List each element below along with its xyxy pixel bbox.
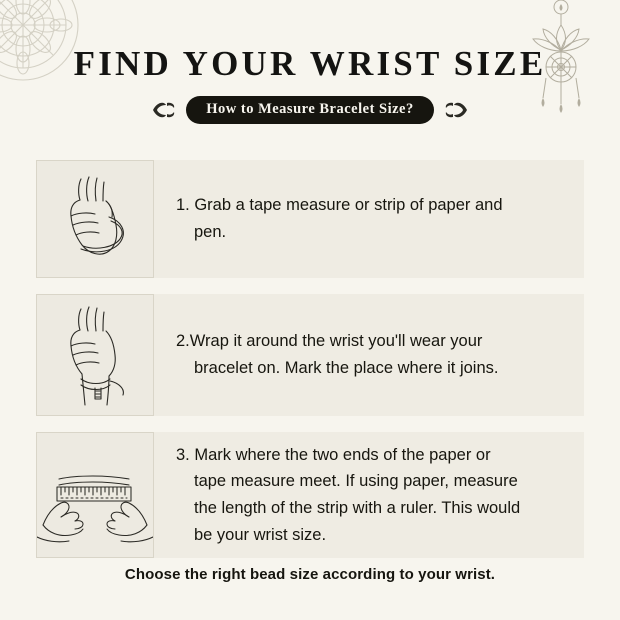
leaf-flourish-icon [151,98,177,122]
list-item [36,294,584,416]
steps-list [36,160,584,574]
list-item [36,160,584,278]
step-3-line-3: the length of the strip with a ruler. This would [194,499,521,517]
step-1-line-2: pen. [194,223,227,241]
subtitle-row [0,96,620,124]
step-1-line-1: 1. Grab a tape measure or strip of paper and [176,196,503,215]
step-2-text [154,294,584,416]
hand-holding-tape-measure-illustration [36,160,154,278]
hands-measuring-strip-with-ruler-illustration [36,432,154,558]
step-3-text [154,432,584,558]
leaf-flourish-icon [443,98,469,122]
footer-note: Choose the right bead size according to your wrist. [124,566,496,583]
step-1-text [154,160,584,278]
step-2-line-1: 2.Wrap it around the wrist you'll wear your [176,332,483,351]
subtitle-pill: How to Measure Bracelet Size? [186,96,434,124]
list-item [36,432,584,558]
step-3-line-2: tape measure meet. If using paper, measure [194,472,518,491]
step-3-line-1: 3. Mark where the two ends of the paper or [176,445,491,464]
step-2-line-2: bracelet on. Mark the place where it joins. [194,359,499,377]
page-title: FIND YOUR WRIST SIZE [73,44,547,83]
step-3-line-4: be your wrist size. [194,525,327,544]
hand-wrapped-tape-around-wrist-illustration [36,294,154,416]
